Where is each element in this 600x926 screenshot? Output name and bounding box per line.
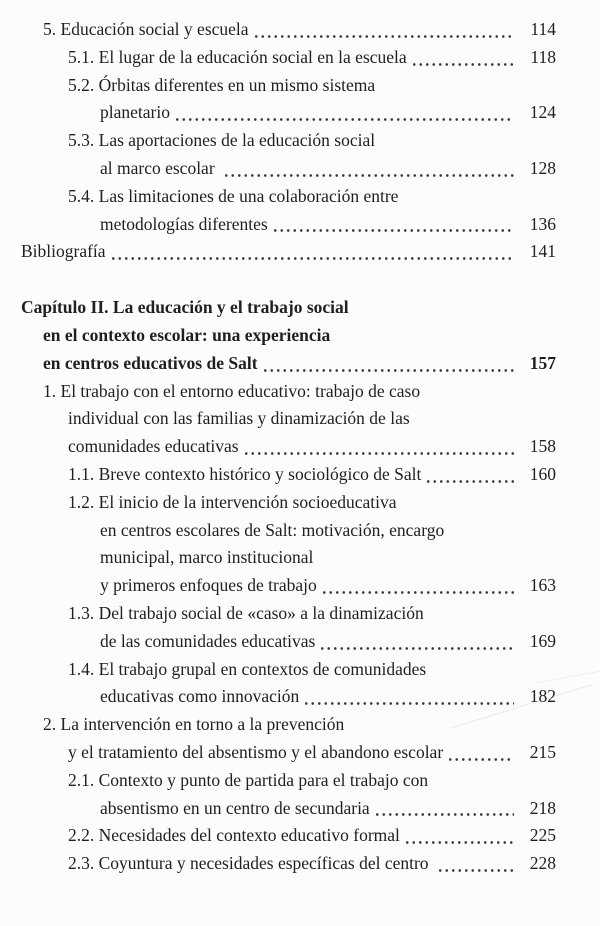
page-number: 182 [529,686,556,707]
toc-entry [21,378,556,461]
toc-line [21,127,556,155]
toc-entry [21,44,556,72]
toc-line [21,155,556,183]
toc-entry-text: municipal, marco institucional [100,547,314,568]
page-number: 124 [529,102,556,123]
toc-entry [21,711,556,767]
page-number: 225 [529,825,556,846]
toc-entry-text: comunidades educativas [68,436,239,457]
toc-entry [21,600,556,656]
toc-entry [21,183,556,239]
dot-leader [173,99,516,127]
page-number: 141 [529,241,556,262]
toc-entry-text: planetario [100,102,170,123]
page-number: 160 [529,463,556,484]
toc-line [21,44,556,72]
toc-line [21,183,556,211]
dot-leader [242,433,516,461]
toc-line [21,628,556,656]
toc-line [21,350,556,378]
dot-leader [252,16,516,44]
toc-line [21,489,556,517]
toc-line [21,378,556,406]
toc-entry-text: educativas como innovación [100,686,300,707]
toc-entry-text: 2.2. Necesidades del contexto educativo formal [68,825,400,846]
page-number: 114 [530,19,556,39]
toc-entry [21,656,556,712]
toc-entry-text: 5.3. Las aportaciones de la educación social [68,130,376,151]
toc-line [21,405,556,433]
toc-entry [21,16,556,44]
page-number: 157 [529,352,556,373]
toc-line [21,72,556,100]
toc-entry-text: individual con las familias y dinamización de las [68,408,410,429]
page-number: 163 [529,575,556,596]
toc-entry [21,489,556,600]
toc-line [21,322,556,350]
toc-list [21,16,556,878]
dot-leader [222,155,516,183]
toc-entry-text: 5.2. Órbitas diferentes en un mismo sistema [68,74,376,95]
toc-line [21,572,556,600]
toc-entry-text: Capítulo II. La educación y el trabajo social [21,297,349,318]
toc-entry-text: 2.3. Coyuntura y necesidades específicas del centro [68,853,433,874]
toc-entry [21,127,556,183]
toc-entry-text: en centros educativos de Salt [43,352,258,373]
page-number: 215 [529,741,556,762]
toc-line [21,739,556,767]
page-number: 136 [529,213,556,234]
toc-entry-text: 1. El trabajo con el entorno educativo: trabajo de caso [43,380,421,401]
toc-entry [21,461,556,489]
toc-entry [21,72,556,128]
toc-line [21,99,556,127]
toc-line [21,600,556,628]
toc-line [21,517,556,545]
toc-entry-text: 5. Educación social y escuela [43,19,249,39]
toc-entry-text: en centros escolares de Salt: motivación, encargo [100,519,445,540]
toc-entry-text: de las comunidades educativas [100,630,316,651]
toc-line [21,211,556,239]
dot-leader [436,850,516,878]
page-number: 218 [529,797,556,818]
dot-leader [318,628,516,656]
toc-line [21,16,556,44]
dot-leader [320,572,516,600]
page-number: 128 [529,157,556,178]
toc-entry-text: al marco escolar [100,157,220,178]
toc-entry-text: 1.4. El trabajo grupal en contextos de comunidades [68,658,427,679]
toc-line [21,433,556,461]
toc-line [21,767,556,795]
dot-leader [271,211,516,239]
toc-line [21,238,556,266]
toc-line [21,544,556,572]
page-number: 158 [529,436,556,457]
toc-entry [21,294,556,377]
toc-entry-text: 2. La intervención en torno a la prevención [43,714,345,735]
page-number: 169 [529,630,556,651]
dot-leader [403,822,516,850]
toc-line [21,711,556,739]
toc-entry-text: metodologías diferentes [100,213,268,234]
dot-leader [446,739,516,767]
toc-entry-text: 2.1. Contexto y punto de partida para el trabajo con [68,769,429,790]
toc-entry [21,767,556,823]
toc-entry-text: en el contexto escolar: una experiencia [43,324,331,345]
toc-entry [21,822,556,850]
toc-entry [21,850,556,878]
toc-line [21,850,556,878]
dot-leader [424,461,516,489]
dot-leader [109,238,516,266]
toc-line [21,461,556,489]
dot-leader [410,44,516,72]
toc-line [21,795,556,823]
toc-entry-text: y primeros enfoques de trabajo [100,575,317,596]
toc-line [21,656,556,684]
dot-leader [373,795,516,823]
toc-line [21,294,556,322]
dot-leader [261,350,516,378]
toc-entry-text: 5.4. Las limitaciones de una colaboración entre [68,185,399,206]
toc-entry-text: y el tratamiento del absentismo y el abandono escolar [68,741,444,762]
toc-entry-text: 1.2. El inicio de la intervención socioeducativa [68,491,397,512]
toc-entry-text: absentismo en un centro de secundaria [100,797,370,818]
toc-line [21,683,556,711]
page-number: 118 [530,46,556,67]
toc-entry-text: 1.1. Breve contexto histórico y sociológico de Salt [68,463,422,484]
toc-entry-text: Bibliografía [21,241,106,262]
dot-leader [302,683,516,711]
toc-entry [21,238,556,266]
toc-entry-text: 1.3. Del trabajo social de «caso» a la dinamización [68,602,424,623]
page-number: 228 [529,853,556,874]
toc-line [21,822,556,850]
toc-entry-text: 5.1. El lugar de la educación social en la escuela [68,46,407,67]
